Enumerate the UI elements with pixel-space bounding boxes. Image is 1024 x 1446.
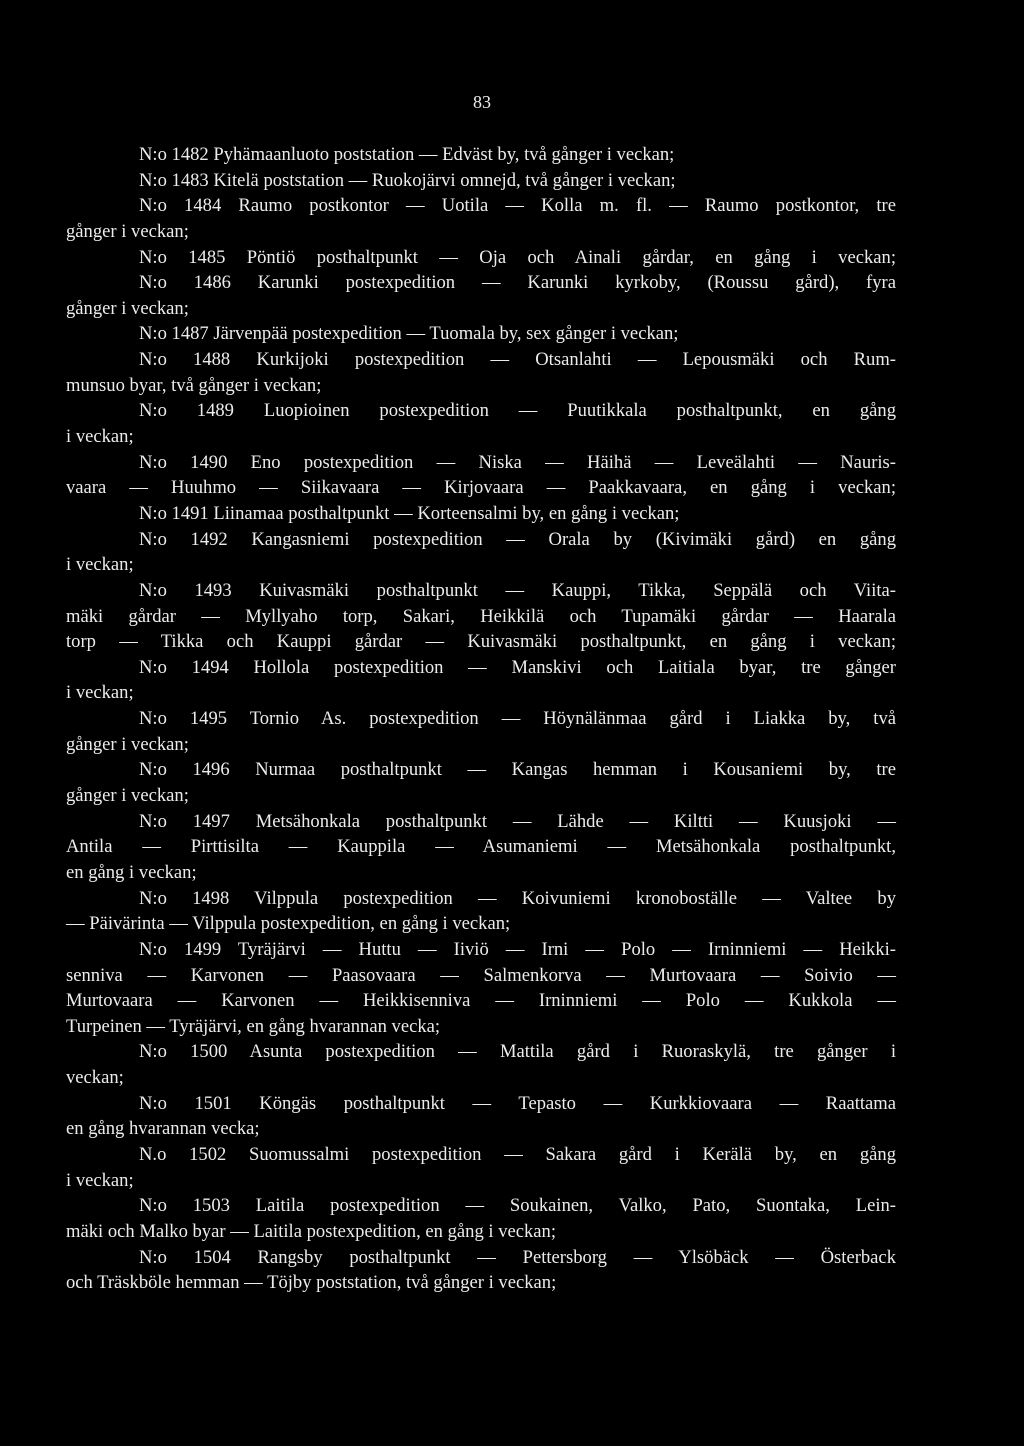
text-line: N:o 1500 Asunta postexpedition — Mattila gård i Ruoraskylä, tre gånger i	[139, 1041, 896, 1063]
text-line: senniva — Karvonen — Paasovaara — Salmenkorva — Murtovaara — Soivio —	[66, 964, 896, 986]
text-line: en gång i veckan;	[66, 861, 197, 883]
text-line: munsuo byar, två gånger i veckan;	[66, 374, 322, 396]
page-number: 83	[473, 92, 491, 112]
text-line: Antila — Pirttisilta — Kauppila — Asumaniemi — Metsähonkala posthaltpunkt,	[66, 836, 896, 858]
text-line: N:o 1504 Rangsby posthaltpunkt — Pettersborg — Ylsöbäck — Österback	[139, 1246, 896, 1268]
text-line: gånger i veckan;	[66, 297, 189, 319]
text-line: i veckan;	[66, 426, 134, 448]
text-line: N:o 1503 Laitila postexpedition — Soukainen, Valko, Pato, Suontaka, Lein-	[139, 1195, 896, 1217]
text-line: och Träskböle hemman — Töjby poststation, två gånger i veckan;	[66, 1272, 557, 1294]
text-line: torp — Tikka och Kauppi gårdar — Kuivasmäki posthaltpunkt, en gång i veckan;	[66, 631, 896, 653]
text-line: N:o 1496 Nurmaa posthaltpunkt — Kangas hemman i Kousaniemi by, tre	[139, 759, 896, 781]
text-line: N:o 1484 Raumo postkontor — Uotila — Kolla m. fl. — Raumo postkontor, tre	[139, 195, 896, 217]
text-line: N:o 1497 Metsähonkala posthaltpunkt — Lähde — Kiltti — Kuusjoki —	[139, 810, 896, 832]
text-line: mäki gårdar — Myllyaho torp, Sakari, Heikkilä och Tupamäki gårdar — Haarala	[66, 605, 896, 627]
text-line: — Päivärinta — Vilppula postexpedition, en gång i veckan;	[66, 913, 511, 935]
text-line: Murtovaara — Karvonen — Heikkisenniva — Irninniemi — Polo — Kukkola —	[66, 990, 896, 1012]
text-line: en gång hvarannan vecka;	[66, 1118, 260, 1140]
text-line: N:o 1485 Pöntiö posthaltpunkt — Oja och Ainali gårdar, en gång i veckan;	[139, 246, 896, 268]
text-line: N:o 1490 Eno postexpedition — Niska — Häihä — Leveälahti — Nauris-	[139, 451, 896, 473]
text-line: gånger i veckan;	[66, 733, 189, 755]
text-line: Turpeinen — Tyräjärvi, en gång hvarannan vecka;	[66, 1015, 441, 1037]
text-line: N:o 1489 Luopioinen postexpedition — Puutikkala posthaltpunkt, en gång	[139, 400, 896, 422]
text-line: i veckan;	[66, 1169, 134, 1191]
text-line: N:o 1482 Pyhämaanluoto poststation — Edväst by, två gånger i veckan;	[139, 144, 675, 165]
text-line: i veckan;	[66, 554, 134, 576]
text-line: gånger i veckan;	[66, 220, 189, 242]
text-line: gånger i veckan;	[66, 785, 189, 807]
text-line: N:o 1488 Kurkijoki postexpedition — Otsanlahti — Lepousmäki och Rum-	[139, 349, 896, 371]
text-line: N:o 1493 Kuivasmäki posthaltpunkt — Kauppi, Tikka, Seppälä och Viita-	[139, 579, 896, 601]
text-line: veckan;	[66, 1067, 124, 1089]
text-line: i veckan;	[66, 682, 134, 704]
body-text	[66, 142, 896, 1296]
text-line: N:o 1491 Liinamaa posthaltpunkt — Korteensalmi by, en gång i veckan;	[139, 502, 680, 524]
text-line: N:o 1495 Tornio As. postexpedition — Höynälänmaa gård i Liakka by, två	[139, 708, 896, 730]
text-line: vaara — Huuhmo — Siikavaara — Kirjovaara — Paakkavaara, en gång i veckan;	[66, 477, 896, 499]
text-line: N:o 1483 Kitelä poststation — Ruokojärvi omnejd, två gånger i veckan;	[139, 169, 676, 191]
text-line: mäki och Malko byar — Laitila postexpedition, en gång i veckan;	[66, 1220, 557, 1242]
text-line: N:o 1486 Karunki postexpedition — Karunki kyrkoby, (Roussu gård), fyra	[139, 272, 896, 294]
text-line: N:o 1492 Kangasniemi postexpedition — Orala by (Kivimäki gård) en gång	[139, 528, 896, 550]
text-line: N:o 1499 Tyräjärvi — Huttu — Iiviö — Irni — Polo — Irninniemi — Heikki-	[139, 938, 896, 960]
text-line: N:o 1501 Köngäs posthaltpunkt — Tepasto — Kurkkiovaara — Raattama	[139, 1092, 896, 1114]
text-line: N:o 1487 Järvenpää postexpedition — Tuomala by, sex gånger i veckan;	[139, 323, 679, 345]
text-line: N.o 1502 Suomussalmi postexpedition — Sakara gård i Kerälä by, en gång	[139, 1143, 896, 1165]
text-line: N:o 1494 Hollola postexpedition — Manskivi och Laitiala byar, tre gånger	[139, 656, 896, 678]
text-line: N:o 1498 Vilppula postexpedition — Koivuniemi kronoboställe — Valtee by	[139, 887, 896, 909]
